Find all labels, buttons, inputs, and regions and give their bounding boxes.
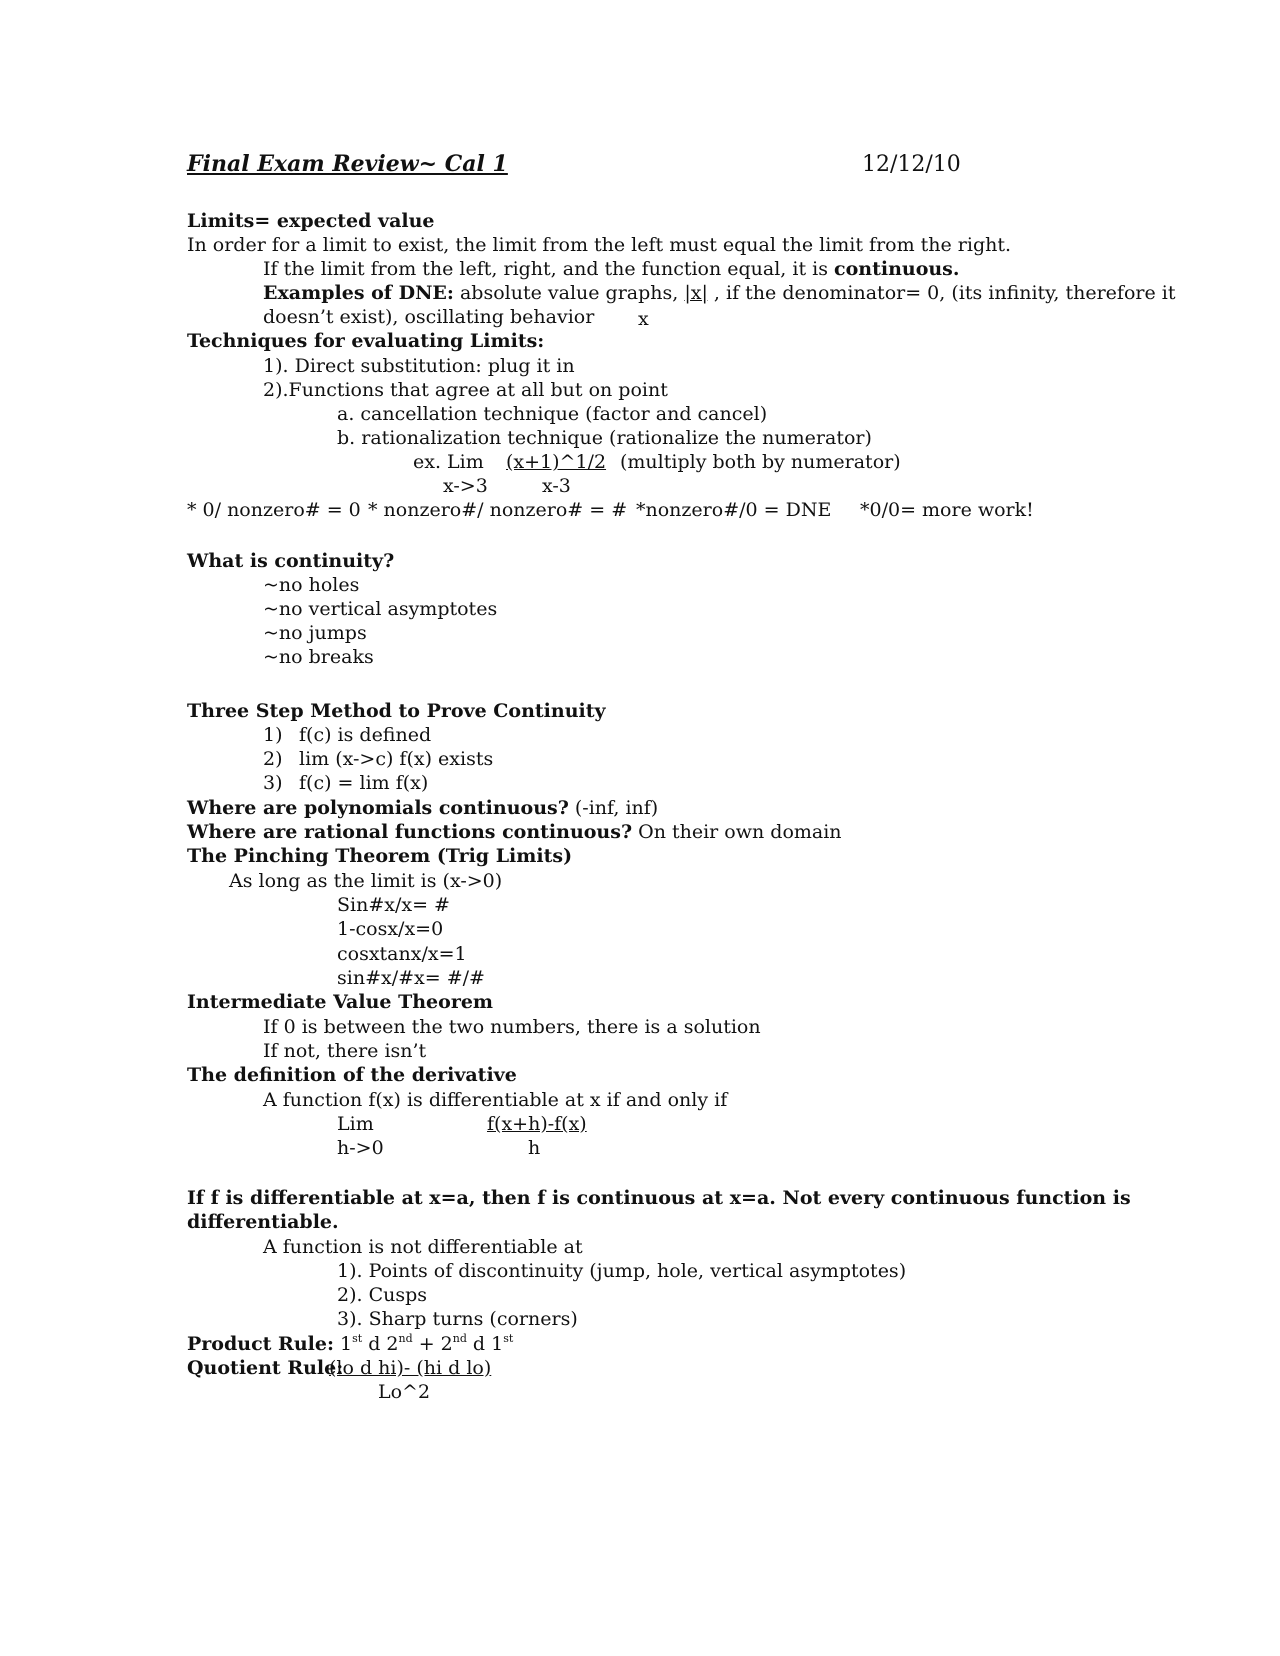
techniques-heading: Techniques for evaluating Limits: [187, 330, 545, 352]
not-differentiable-item: 3). Sharp turns (corners) [337, 1308, 578, 1330]
derivative-subscript: h->0 [337, 1137, 384, 1159]
rule-zero-over-nonzero: * 0/ nonzero# = 0 [187, 499, 361, 521]
limits-line-1: In order for a limit to exist, the limit from the left must equal the limit from the right. [187, 234, 1012, 256]
quotient-rule-label: Quotient Rule: [187, 1357, 344, 1379]
example-note: (multiply both by numerator) [620, 451, 901, 473]
not-differentiable-item: 1). Points of discontinuity (jump, hole, vertical asymptotes) [337, 1260, 907, 1282]
continuity-item: ~no vertical asymptotes [263, 598, 498, 620]
three-step-heading: Three Step Method to Prove Continuity [187, 700, 606, 722]
dne-examples: Examples of DNE: absolute value graphs, |x| , if the denominator= 0, (its infinity, therefore it [263, 282, 1176, 304]
trig-limit: sin#x/#x= #/# [337, 967, 485, 989]
trig-limit: 1-cosx/x=0 [337, 918, 444, 940]
rule-nonzero-over-nonzero: * nonzero#/ nonzero# = # [368, 499, 628, 521]
product-rule: Product Rule: 1st d 2nd + 2nd d 1st [187, 1331, 514, 1355]
example-lim: ex. Lim [413, 451, 484, 473]
rationals-line: Where are rational functions continuous? On their own domain [187, 821, 842, 843]
abs-denominator: x [638, 308, 649, 330]
rule-zero-over-zero: *0/0= more work! [860, 499, 1034, 521]
step-number: 2) [263, 748, 283, 770]
not-differentiable-item: 2). Cusps [337, 1284, 428, 1306]
dne-examples-cont: doesn’t exist), oscillating behavior [263, 306, 595, 328]
ivt-line-1: If 0 is between the two numbers, there is a solution [263, 1016, 761, 1038]
differentiable-statement-cont: differentiable. [187, 1211, 339, 1233]
derivative-numerator: f(x+h)-f(x) [487, 1113, 587, 1135]
page-title: Final Exam Review~ Cal 1 [187, 151, 508, 177]
quotient-numerator: (lo d hi)- (hi d lo) [329, 1357, 492, 1379]
continuity-item: ~no jumps [263, 622, 367, 644]
continuity-item: ~no breaks [263, 646, 374, 668]
limits-heading: Limits= expected value [187, 210, 435, 232]
date: 12/12/10 [862, 152, 961, 177]
example-numerator: (x+1)^1/2 [506, 451, 607, 473]
derivative-heading: The definition of the derivative [187, 1064, 517, 1086]
derivative-line: A function f(x) is differentiable at x if and only if [263, 1089, 728, 1111]
technique-2: 2).Functions that agree at all but on point [263, 379, 668, 401]
technique-2a: a. cancellation technique (factor and cancel) [337, 403, 768, 425]
ivt-heading: Intermediate Value Theorem [187, 991, 494, 1013]
rule-nonzero-over-zero: *nonzero#/0 = DNE [636, 499, 832, 521]
step-text: lim (x->c) f(x) exists [299, 748, 494, 770]
quotient-denominator: Lo^2 [378, 1381, 431, 1403]
technique-1: 1). Direct substitution: plug it in [263, 355, 575, 377]
trig-limit: Sin#x/x= # [337, 894, 450, 916]
continuity-heading: What is continuity? [187, 550, 395, 572]
trig-limit: cosxtanx/x=1 [337, 943, 467, 965]
pinching-condition: As long as the limit is (x->0) [229, 870, 503, 892]
technique-2b: b. rationalization technique (rationalize the numerator) [337, 427, 872, 449]
continuity-item: ~no holes [263, 574, 360, 596]
step-number: 1) [263, 724, 283, 746]
polynomials-line: Where are polynomials continuous? (-inf, inf) [187, 797, 659, 819]
derivative-lim: Lim [337, 1113, 374, 1135]
step-number: 3) [263, 772, 283, 794]
step-text: f(c) = lim f(x) [299, 772, 429, 794]
step-text: f(c) is defined [299, 724, 432, 746]
example-denominator: x-3 [542, 475, 571, 497]
ivt-line-2: If not, there isn’t [263, 1040, 427, 1062]
not-differentiable-line: A function is not differentiable at [263, 1236, 583, 1258]
pinching-heading: The Pinching Theorem (Trig Limits) [187, 845, 573, 867]
example-subscript: x->3 [443, 475, 488, 497]
limits-line-2: If the limit from the left, right, and the function equal, it is continuous. [263, 258, 960, 280]
differentiable-statement: If f is differentiable at x=a, then f is continuous at x=a. Not every continuous function is [187, 1187, 1131, 1209]
derivative-denominator: h [528, 1137, 541, 1159]
